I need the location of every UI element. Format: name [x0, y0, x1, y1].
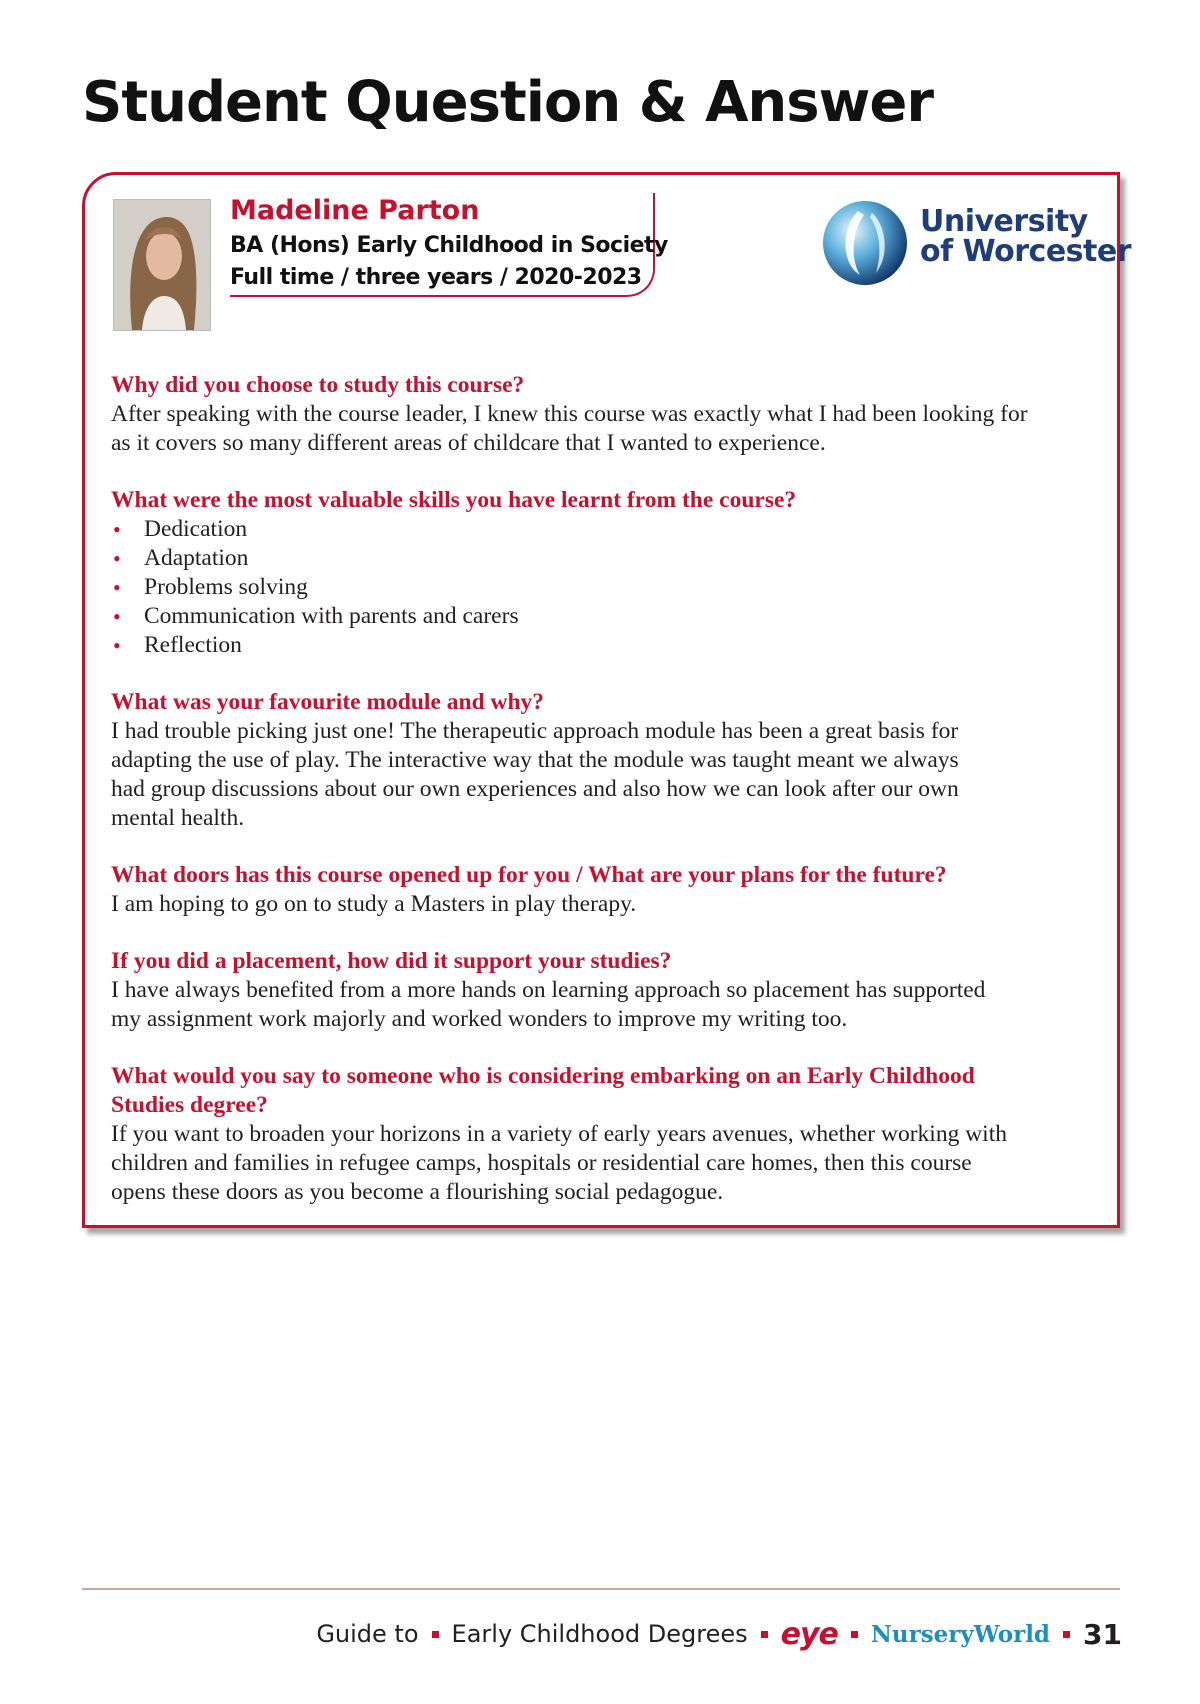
- qa-item: [111, 688, 1097, 833]
- course-title: BA (Hons) Early Childhood in Society: [230, 233, 668, 258]
- student-profile: [230, 193, 668, 297]
- answer-line: my assignment work majorly and worked wonders to improve my writing too.: [111, 1006, 848, 1032]
- separator-icon: [432, 1631, 439, 1638]
- bullet-icon: •: [113, 633, 121, 658]
- answer-line: had group discussions about our own experiences and also how we can look after our own: [111, 776, 959, 802]
- footer-divider: [82, 1588, 1120, 1590]
- list-item: [111, 544, 1097, 573]
- university-logo: [820, 197, 1132, 293]
- qa-card: [82, 172, 1132, 1228]
- page-title: Student Question & Answer: [82, 70, 933, 135]
- separator-icon: [1063, 1631, 1070, 1638]
- nursery-world-logo: NurseryWorld: [870, 1620, 1051, 1648]
- university-name: [920, 204, 1132, 269]
- answer-line: I had trouble picking just one! The therapeutic approach module has been a great basis for: [111, 718, 959, 744]
- separator-icon: [761, 1631, 768, 1638]
- answer-line: I am hoping to go on to study a Masters in play therapy.: [111, 891, 637, 917]
- qa-item: [111, 1062, 1097, 1207]
- bullet-icon: •: [113, 604, 121, 629]
- page-number: 31: [1083, 1617, 1122, 1651]
- separator-icon: [851, 1631, 858, 1638]
- list-item-text: Reflection: [144, 632, 242, 658]
- answer-line: After speaking with the course leader, I knew this course was exactly what I had been looking for: [111, 401, 1028, 427]
- answer-line: If you want to broaden your horizons in a variety of early years avenues, whether working with: [111, 1121, 1007, 1147]
- question: What was your favourite module and why?: [111, 689, 545, 715]
- university-name-line1: University: [920, 204, 1088, 239]
- qa-item: [111, 486, 1097, 660]
- university-emblem-icon: [820, 197, 910, 289]
- answer-line: mental health.: [111, 805, 245, 831]
- list-item-text: Adaptation: [144, 545, 249, 571]
- qa-item: [111, 947, 1097, 1034]
- list-item: [111, 602, 1097, 631]
- question: What doors has this course opened up for you / What are your plans for the future?: [111, 862, 947, 888]
- question: What were the most valuable skills you have learnt from the course?: [111, 487, 797, 513]
- list-item-text: Communication with parents and carers: [144, 603, 519, 629]
- answer-line: children and families in refugee camps, hospitals or residential care homes, then this course: [111, 1150, 972, 1176]
- skills-list: [111, 515, 1097, 660]
- footer-guide-label: Guide to: [316, 1620, 419, 1648]
- list-item: [111, 573, 1097, 602]
- answer-line: opens these doors as you become a flourishing social pedagogue.: [111, 1179, 724, 1205]
- course-details: Full time / three years / 2020-2023: [230, 265, 642, 290]
- answer-line: adapting the use of play. The interactive way that the module was taught meant we always: [111, 747, 959, 773]
- answer-line: as it covers so many different areas of childcare that I wanted to experience.: [111, 430, 826, 456]
- eye-brand-logo: eye: [780, 1616, 838, 1652]
- footer-topic: Early Childhood Degrees: [451, 1620, 748, 1648]
- list-item: [111, 515, 1097, 544]
- qa-item: [111, 861, 1097, 919]
- question: What would you say to someone who is considering embarking on an Early Childhood: [111, 1063, 975, 1089]
- bullet-icon: •: [113, 546, 121, 571]
- bullet-icon: •: [113, 575, 121, 600]
- university-name-line2: of Worcester: [920, 234, 1132, 269]
- bullet-icon: •: [113, 517, 121, 542]
- page-footer: [316, 1614, 1122, 1654]
- answer-line: I have always benefited from a more hands on learning approach so placement has supported: [111, 977, 986, 1003]
- list-item-text: Problems solving: [144, 574, 308, 600]
- qa-item: [111, 371, 1097, 458]
- question: Why did you choose to study this course?: [111, 372, 525, 398]
- question: Studies degree?: [111, 1092, 268, 1118]
- student-photo: [113, 199, 211, 331]
- list-item: [111, 631, 1097, 660]
- student-name: Madeline Parton: [230, 195, 480, 226]
- list-item-text: Dedication: [144, 516, 248, 542]
- question: If you did a placement, how did it support your studies?: [111, 948, 672, 974]
